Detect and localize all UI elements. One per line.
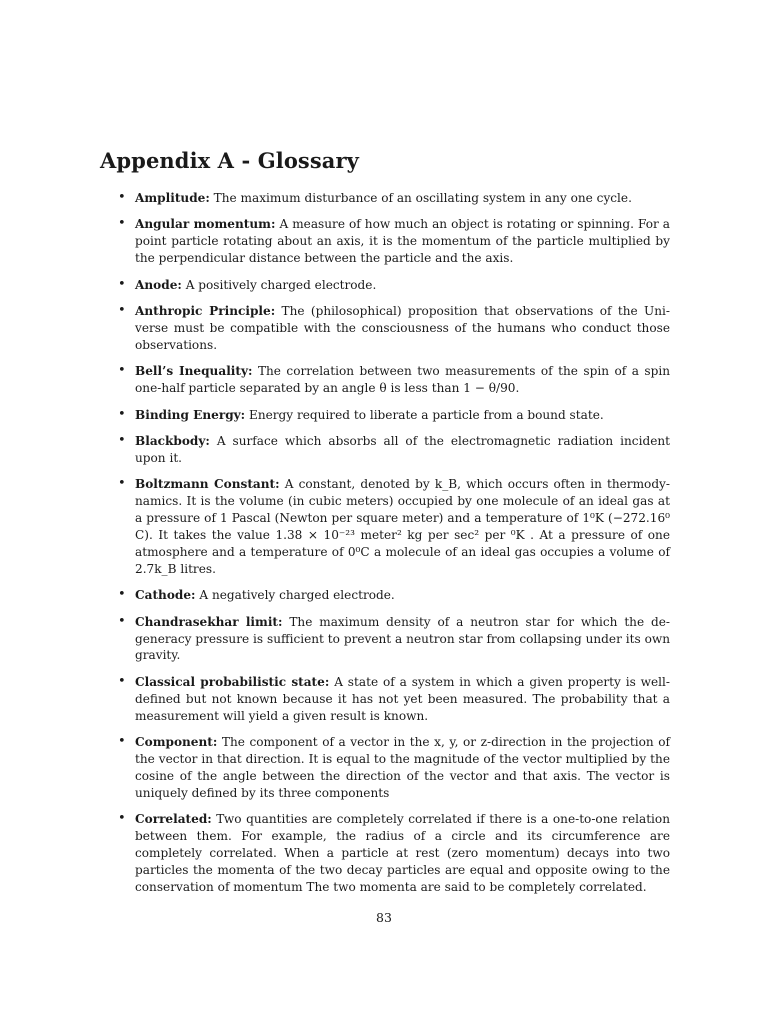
glossary-term: Cathode: (135, 588, 196, 603)
bullet-icon: • (118, 216, 126, 232)
glossary-entry (117, 407, 670, 424)
glossary-entry (117, 811, 670, 896)
glossary-term: Anode: (135, 277, 182, 292)
glossary-list (117, 190, 670, 905)
glossary-definition: The component of a vector in the x, y, or z-direction in the projection of the vector in that direction. It is equal to the magnitude of the vector multiplied by the cosine of the angle between the direction of the vector and that axis. The vector is uniquely defined by its three components (135, 735, 670, 800)
glossary-entry (117, 303, 670, 354)
glossary-term: Angular momentum: (135, 217, 276, 232)
page-number: 83 (376, 910, 392, 925)
glossary-definition: A surface which absorbs all of the electromagnetic radiation incident upon it. (135, 433, 670, 465)
glossary-entry (117, 433, 670, 467)
bullet-icon: • (118, 587, 126, 603)
glossary-entry (117, 216, 670, 267)
glossary-definition: A measure of how much an object is rotating or spinning. For a point particle rotating about an axis, it is the momentum of the particle multiplied by the perpendicular distance between the particle and the axis. (135, 217, 671, 266)
bullet-icon: • (118, 432, 126, 448)
bullet-icon: • (118, 190, 126, 205)
glossary-definition: A state of a system in which a given property is well-defined but not known because it has not yet been measured. The probability that a measurement will yield a given result is known. (135, 674, 670, 723)
glossary-entry (117, 614, 670, 665)
bullet-icon: • (118, 276, 126, 292)
glossary-definition: A negatively charged electrode. (195, 588, 395, 603)
glossary-term: Binding Energy: (135, 407, 246, 422)
glossary-definition: The maximum density of a neutron star for which the degeneracy pressure is sufficient to prevent a neutron star from collapsing under its own gravity. (135, 614, 670, 663)
bullet-icon: • (118, 673, 126, 689)
glossary-term: Amplitude: (135, 191, 210, 205)
glossary-term: Component: (135, 735, 218, 750)
bullet-icon: • (118, 406, 126, 422)
glossary-term: Anthropic Principle: (135, 304, 276, 319)
glossary-definition: The (philosophical) proposition that observations of the Universe must be compatible with the consciousness of the humans who conduct those observations. (135, 304, 671, 352)
glossary-term: Chandrasekhar limit: (135, 614, 283, 629)
bullet-icon: • (118, 476, 126, 492)
glossary-term: Correlated: (135, 812, 212, 827)
glossary-term: Boltzmann Constant: (135, 477, 280, 492)
glossary-definition: A constant, denoted by k_B, which occurs often in thermodynamics. It is the volume (in cubic meters) occupied by one molecule of an ideal gas at a pressure of 1 Pascal (Newton per square meter) and a temperature of 1⁰K (−272.16⁰ C). It takes the value 1.38 × 10⁻²³ meter² kg per sec² per ⁰K . At a pressure of one atmosphere and a temperature of 0⁰C a molecule of an ideal gas occupies a volume of 2.7k_B litres. (135, 477, 670, 576)
glossary-entry (117, 277, 670, 294)
glossary-definition: Energy required to liberate a particle from a bound state. (245, 407, 604, 422)
bullet-icon: • (118, 734, 126, 750)
bullet-icon: • (118, 363, 126, 379)
bullet-icon: • (118, 303, 126, 319)
glossary-term: Classical probabilistic state: (135, 674, 330, 689)
glossary-term: Bell’s Inequality: (135, 364, 253, 379)
page-title: Appendix A - Glossary (100, 148, 359, 173)
glossary-definition: Two quantities are completely correlated if there is a one-to-one relation between them. For example, the radius of a circle and its circumference are completely correlated. When a particle at rest (zero momentum) decays into two particles the momenta of the two decay particles are equal and opposite owing to the conservation of momentum The two momenta are said to be completely correlated. (135, 812, 670, 894)
glossary-entry (117, 587, 670, 604)
glossary-term: Blackbody: (135, 433, 210, 448)
glossary-definition: The correlation between two measurements of the spin of a spin one-half particle separated by an angle θ is less than 1 − θ/90. (135, 364, 670, 396)
glossary-entry (117, 734, 670, 802)
glossary-entry (117, 363, 670, 397)
bullet-icon: • (118, 811, 126, 827)
glossary-entry (117, 674, 670, 725)
glossary-definition: The maximum disturbance of an oscillating system in any one cycle. (209, 191, 632, 205)
glossary-definition: A positively charged electrode. (181, 277, 377, 292)
glossary-entry (117, 476, 670, 577)
bullet-icon: • (118, 613, 126, 629)
glossary-entry (117, 190, 670, 207)
